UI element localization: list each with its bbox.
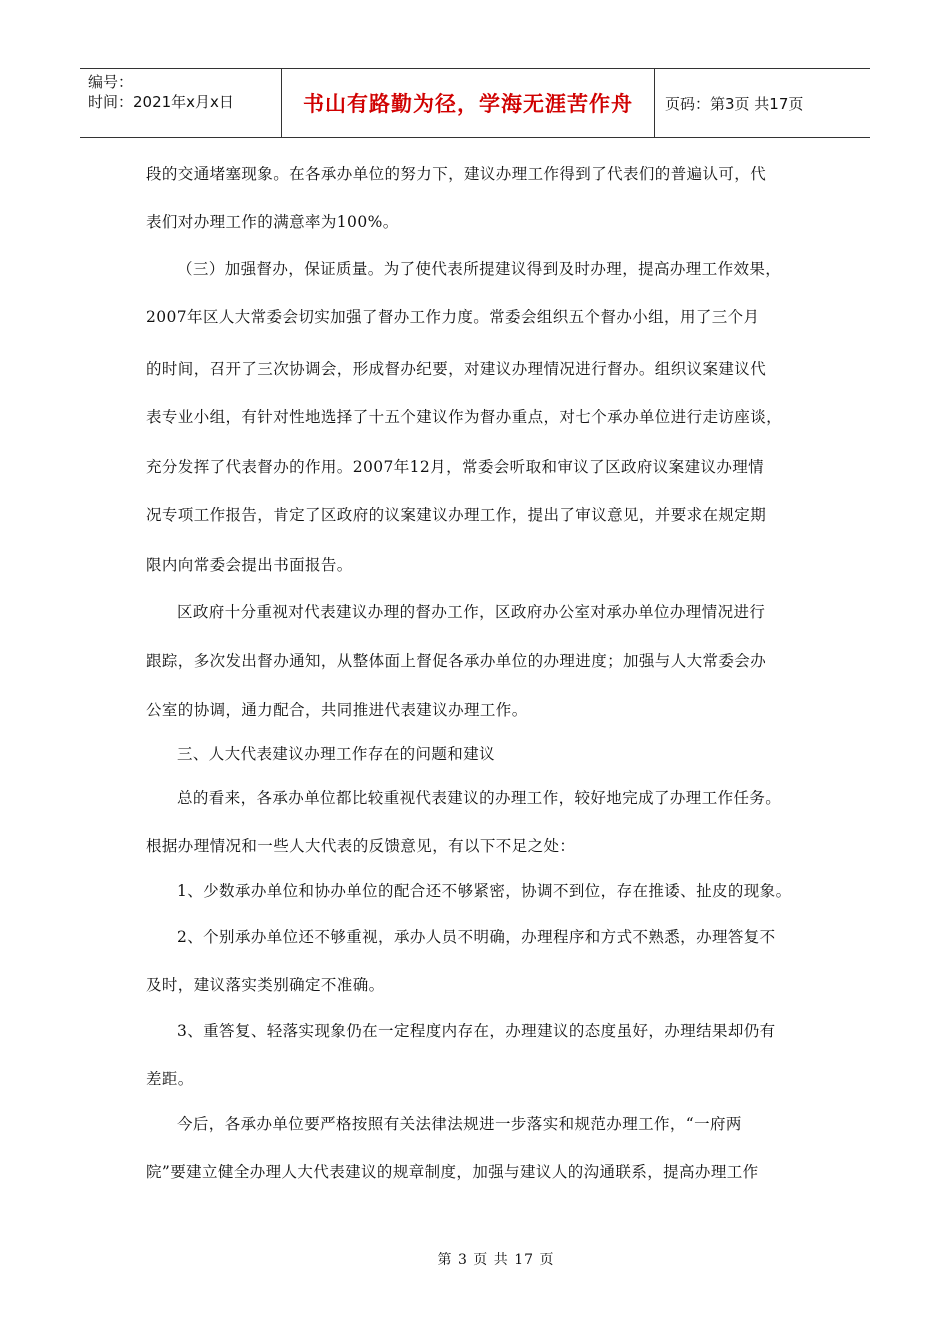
text-line: 段的交通堵塞现象。在各承办单位的努力下，建议办理工作得到了代表们的普遍认可，代 [146, 165, 767, 183]
text-line: 区政府十分重视对代表建议办理的督办工作，区政府办公室对承办单位办理情况进行 [177, 603, 766, 621]
text-line: 充分发挥了代表督办的作用。2007年12月，常委会听取和审议了区政府议案建议办理情 [146, 458, 765, 476]
section-heading: 三、人大代表建议办理工作存在的问题和建议 [177, 745, 496, 763]
header-motto: 书山有路勤为径，学海无涯苦作舟 [281, 69, 655, 137]
text-line: 限内向常委会提出书面报告。 [146, 556, 353, 574]
text-line: 根据办理情况和一些人大代表的反馈意见，有以下不足之处： [146, 837, 576, 855]
text-line: （三）加强督办，保证质量。为了使代表所提建议得到及时办理，提高办理工作效果， [177, 260, 782, 278]
date-label: 时间：2021年x月x日 [88, 93, 234, 111]
page-footer: 第 3 页 共 17 页 [437, 1252, 555, 1268]
list-item: 1、少数承办单位和协办单位的配合还不够紧密，协调不到位，存在推诿、扯皮的现象。 [177, 882, 792, 900]
text-line: 总的看来，各承办单位都比较重视代表建议的办理工作，较好地完成了办理工作任务。 [177, 789, 782, 807]
list-item: 2、个别承办单位还不够重视，承办人员不明确，办理程序和方式不熟悉，办理答复不 [177, 928, 776, 946]
page-number-label: 页码：第3页 共17页 [665, 94, 804, 113]
document-number-label: 编号： [88, 73, 134, 91]
text-line: 差距。 [146, 1070, 194, 1088]
text-line: 表专业小组，有针对性地选择了十五个建议作为督办重点，对七个承办单位进行走访座谈， [146, 408, 783, 426]
text-line: 今后，各承办单位要严格按照有关法律法规进一步落实和规范办理工作，“一府两 [177, 1115, 742, 1133]
header-meta [80, 69, 280, 137]
text-line: 2007年区人大常委会切实加强了督办工作力度。常委会组织五个督办小组，用了三个月 [146, 308, 760, 326]
list-item: 3、重答复、轻落实现象仍在一定程度内存在，办理建议的态度虽好，办理结果却仍有 [177, 1022, 776, 1040]
text-line: 公室的协调，通力配合，共同推进代表建议办理工作。 [146, 701, 528, 719]
text-line: 及时，建议落实类别确定不准确。 [146, 976, 385, 994]
page-header [80, 68, 870, 138]
text-line: 院”要建立健全办理人大代表建议的规章制度，加强与建议人的沟通联系，提高办理工作 [146, 1163, 759, 1181]
text-line: 况专项工作报告，肯定了区政府的议案建议办理工作，提出了审议意见，并要求在规定期 [146, 506, 767, 524]
text-line: 的时间，召开了三次协调会，形成督办纪要，对建议办理情况进行督办。组织议案建议代 [146, 360, 767, 378]
text-line: 表们对办理工作的满意率为100%。 [146, 213, 399, 231]
text-line: 跟踪，多次发出督办通知，从整体面上督促各承办单位的办理进度；加强与人大常委会办 [146, 652, 767, 670]
